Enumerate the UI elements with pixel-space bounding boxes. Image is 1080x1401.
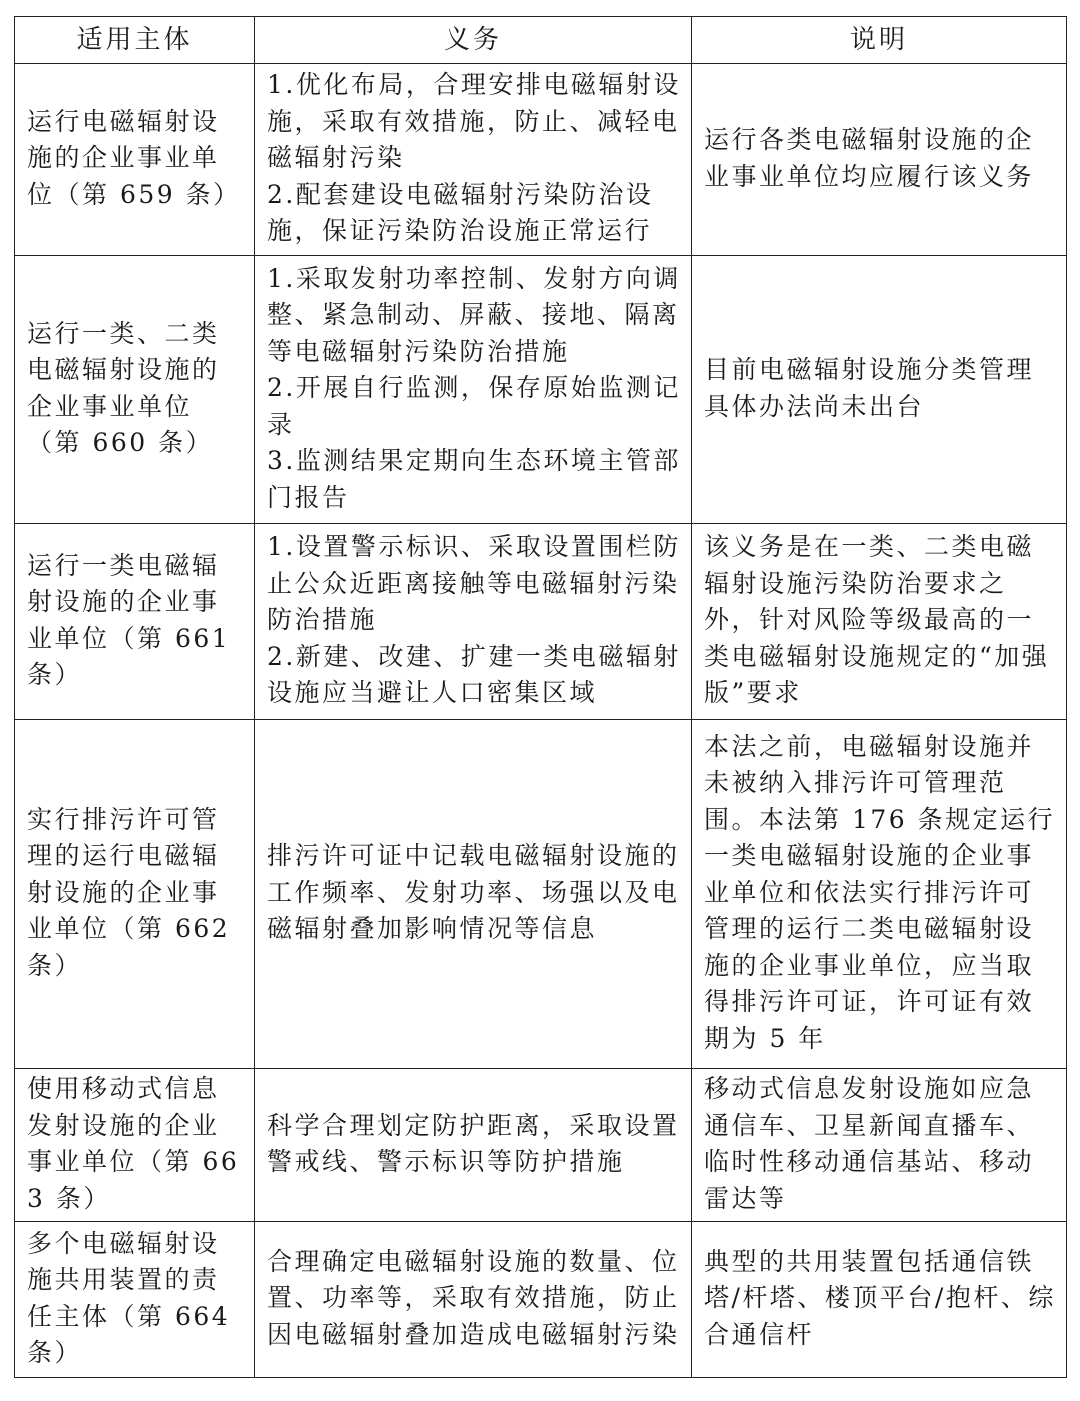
- table-row: [15, 64, 1067, 256]
- duties-cell: [255, 1069, 692, 1222]
- duty-item: 1.设置警示标识、采取设置围栏防止公众近距离接触等电磁辐射污染防治措施: [267, 532, 681, 635]
- duty-item: 3.监测结果定期向生态环境主管部门报告: [267, 446, 681, 512]
- duty-item: 科学合理划定防护距离，采取设置警戒线、警示标识等防护措施: [267, 1110, 680, 1176]
- note-cell: 目前电磁辐射设施分类管理具体办法尚未出台: [692, 256, 1067, 524]
- duties-cell: [255, 1222, 692, 1378]
- obligations-table: [14, 16, 1067, 1378]
- note-cell: 该义务是在一类、二类电磁辐射设施污染防治要求之外，针对风险等级最高的一类电磁辐射设施规定的“加强版”要求: [692, 524, 1067, 720]
- duty-item: 合理确定电磁辐射设施的数量、位置、功率等，采取有效措施，防止因电磁辐射叠加造成电磁辐射污染: [267, 1246, 680, 1349]
- duty-item: 1.优化布局，合理安排电磁辐射设施，采取有效措施，防止、减轻电磁辐射污染: [267, 70, 681, 173]
- duty-item: 1.采取发射功率控制、发射方向调整、紧急制动、屏蔽、接地、隔离等电磁辐射污染防治措施: [267, 263, 681, 366]
- note-cell: 移动式信息发射设施如应急通信车、卫星新闻直播车、临时性移动通信基站、移动雷达等: [692, 1069, 1067, 1222]
- subject-cell: 使用移动式信息发射设施的企业事业单位（第 663 条）: [15, 1069, 255, 1222]
- header-notes: 说明: [692, 17, 1067, 64]
- subject-cell: 多个电磁辐射设施共用装置的责任主体（第 664 条）: [15, 1222, 255, 1378]
- table-row: [15, 524, 1067, 720]
- header-subject: 适用主体: [15, 17, 255, 64]
- duty-item: 2.配套建设电磁辐射污染防治设施，保证污染防治设施正常运行: [267, 179, 654, 246]
- note-cell: 本法之前，电磁辐射设施并未被纳入排污许可管理范围。本法第 176 条规定运行一类电磁辐射设施的企业事业单位和依法实行排污许可管理的运行二类电磁辐射设施的企业事业单位，应当取得排污许可证，许可证有效期为 5 年: [692, 720, 1067, 1069]
- document-page: [14, 16, 1066, 1378]
- note-cell: 典型的共用装置包括通信铁塔/杆塔、楼顶平台/抱杆、综合通信杆: [692, 1222, 1067, 1378]
- table-row: [15, 256, 1067, 524]
- subject-cell: 运行一类电磁辐射设施的企业事业单位（第 661 条）: [15, 524, 255, 720]
- duties-cell: [255, 64, 692, 256]
- subject-cell: 实行排污许可管理的运行电磁辐射设施的企业事业单位（第 662 条）: [15, 720, 255, 1069]
- note-cell: 运行各类电磁辐射设施的企业事业单位均应履行该义务: [692, 64, 1067, 256]
- subject-cell: 运行一类、二类电磁辐射设施的企业事业单位（第 660 条）: [15, 256, 255, 524]
- duty-item: 2.开展自行监测，保存原始监测记录: [267, 373, 681, 439]
- table-row: [15, 720, 1067, 1069]
- header-duties: 义务: [255, 17, 692, 64]
- duties-cell: [255, 524, 692, 720]
- duty-item: 2.新建、改建、扩建一类电磁辐射设施应当避让人口密集区域: [267, 641, 681, 708]
- table-header-row: [15, 17, 1067, 64]
- duties-cell: [255, 720, 692, 1069]
- table-row: [15, 1222, 1067, 1378]
- table-row: [15, 1069, 1067, 1222]
- duty-item: 排污许可证中记载电磁辐射设施的工作频率、发射功率、场强以及电磁辐射叠加影响情况等信息: [267, 841, 680, 944]
- duties-cell: [255, 256, 692, 524]
- subject-cell: 运行电磁辐射设施的企业事业单位（第 659 条）: [15, 64, 255, 256]
